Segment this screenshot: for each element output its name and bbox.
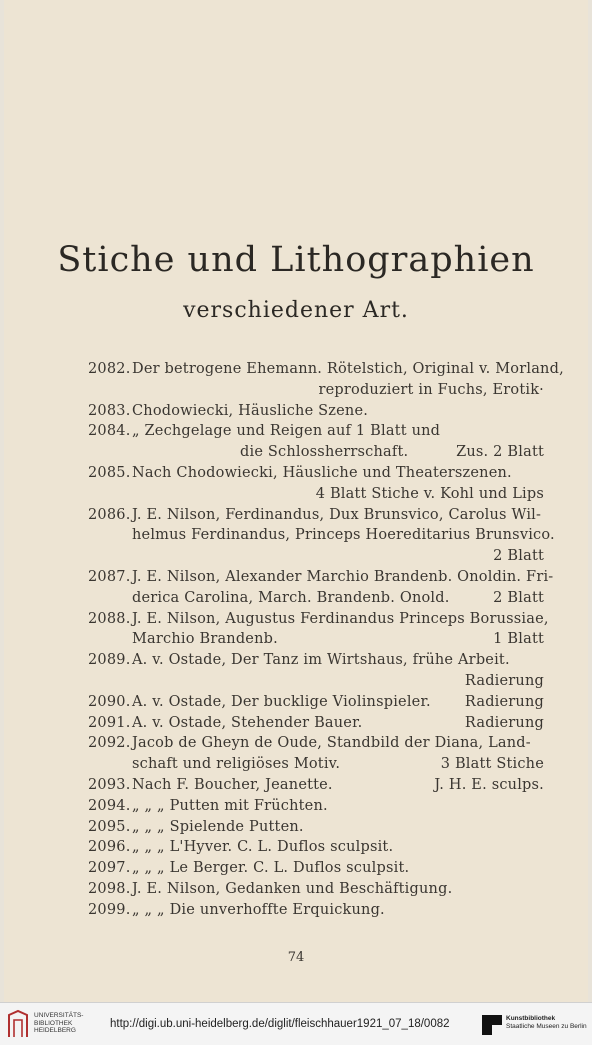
permalink-url[interactable]: http://digi.ub.uni-heidelberg.de/diglit/fleischhauer1921_07_18/0082 [110, 1018, 450, 1030]
catalog-line [0, 902, 592, 922]
catalog-line [0, 694, 592, 714]
university-library-logo-icon [6, 1009, 30, 1039]
entry-number: 2083. [88, 403, 131, 419]
catalog-line [0, 444, 592, 464]
catalog-line [0, 403, 592, 423]
entry-number: 2096. [88, 839, 131, 855]
entry-number: 2098. [88, 881, 131, 897]
catalog-line [0, 423, 592, 443]
catalog-line [0, 735, 592, 755]
entry-text: „ „ „ Spielende Putten. [132, 819, 304, 835]
catalog-line [0, 465, 592, 485]
entry-text: A. v. Ostade, Der bucklige Violinspieler. [132, 694, 431, 710]
entry-text: J. E. Nilson, Ferdinandus, Dux Brunsvico, Carolus Wil- [132, 507, 542, 523]
catalog-line [0, 715, 592, 735]
entry-number: 2097. [88, 860, 131, 876]
catalog-line [0, 569, 592, 589]
catalog-line [0, 839, 592, 859]
kunstbibliothek-name: Kunstbibliothek Staatliche Museen zu Berlin [506, 1015, 587, 1030]
entry-number: 2092. [88, 735, 131, 751]
entry-text: A. v. Ostade, Stehender Bauer. [132, 715, 363, 731]
page-subtitle: verschiedener Art. [183, 298, 409, 323]
catalog-line [0, 756, 592, 776]
entry-number: 2087. [88, 569, 131, 585]
entry-number: 2084. [88, 423, 131, 439]
entry-text: Jacob de Gheyn de Oude, Standbild der Diana, Land- [132, 735, 531, 751]
catalog-line [0, 590, 592, 610]
entry-text: die Schlossherrschaft. [240, 444, 409, 460]
entry-text: J. E. Nilson, Augustus Ferdinandus Princeps Borussiae, [132, 611, 549, 627]
entry-right-note: Zus. 2 Blatt [456, 444, 544, 460]
entry-number: 2094. [88, 798, 131, 814]
entry-number: 2099. [88, 902, 131, 918]
entry-text: J. E. Nilson, Alexander Marchio Brandenb. Onoldin. Fri- [132, 569, 554, 585]
entry-right-note: reproduziert in Fuchs, Erotik· [318, 382, 544, 398]
entry-text: schaft und religiöses Motiv. [132, 756, 341, 772]
entry-text: helmus Ferdinandus, Princeps Hoereditarius Brunsvico. [132, 527, 555, 543]
entry-text: „ „ „ Le Berger. C. L. Duflos sculpsit. [132, 860, 410, 876]
entry-text: Nach F. Boucher, Jeanette. [132, 777, 333, 793]
catalog-line [0, 673, 592, 693]
entry-number: 2095. [88, 819, 131, 835]
entry-text: „ „ „ L'Hyver. C. L. Duflos sculpsit. [132, 839, 394, 855]
entry-text: A. v. Ostade, Der Tanz im Wirtshaus, frühe Arbeit. [132, 652, 510, 668]
catalog-line [0, 548, 592, 568]
entry-number: 2086. [88, 507, 131, 523]
catalog-line [0, 486, 592, 506]
page-number: 74 [287, 950, 305, 965]
entry-text: Chodowiecki, Häusliche Szene. [132, 403, 369, 419]
entry-right-note: J. H. E. sculps. [434, 777, 544, 793]
entry-right-note: Radierung [464, 715, 544, 731]
entry-text: Nach Chodowiecki, Häusliche und Theaterszenen. [132, 465, 512, 481]
entry-number: 2089. [88, 652, 131, 668]
entry-text: derica Carolina, March. Brandenb. Onold. [132, 590, 450, 606]
entry-right-note: 1 Blatt [493, 631, 544, 647]
entry-number: 2091. [88, 715, 131, 731]
catalog-line [0, 611, 592, 631]
entry-number: 2088. [88, 611, 131, 627]
page-title: Stiche und Lithographien [57, 240, 535, 280]
entry-right-note: Radierung [464, 673, 544, 689]
university-name: UNIVERSITÄTS- BIBLIOTHEK HEIDELBERG [34, 1012, 84, 1034]
entry-right-note: 4 Blatt Stiche v. Kohl und Lips [315, 486, 544, 502]
catalog-line [0, 860, 592, 880]
catalog-line [0, 631, 592, 651]
kunstbibliothek-logo-icon [482, 1015, 502, 1035]
entry-right-note: 2 Blatt [493, 548, 544, 564]
entry-text: J. E. Nilson, Gedanken und Beschäftigung. [132, 881, 453, 897]
entry-number: 2093. [88, 777, 131, 793]
entry-number: 2090. [88, 694, 131, 710]
entry-text: Der betrogene Ehemann. Rötelstich, Original v. Morland, [132, 361, 564, 377]
entry-right-note: Radierung [464, 694, 544, 710]
catalog-line [0, 382, 592, 402]
catalog-line [0, 361, 592, 381]
entry-text: „ „ „ Die unverhoffte Erquickung. [132, 902, 385, 918]
entry-right-note: 2 Blatt [493, 590, 544, 606]
entry-text: Marchio Brandenb. [132, 631, 278, 647]
viewer-footer [0, 1002, 592, 1045]
entry-text: „ „ „ Putten mit Früchten. [132, 798, 328, 814]
entry-right-note: 3 Blatt Stiche [440, 756, 544, 772]
catalog-line [0, 819, 592, 839]
entry-text: „ Zechgelage und Reigen auf 1 Blatt und [132, 423, 441, 439]
catalog-line [0, 527, 592, 547]
entry-number: 2085. [88, 465, 131, 481]
catalog-line [0, 777, 592, 797]
entry-number: 2082. [88, 361, 131, 377]
catalog-line [0, 507, 592, 527]
catalog-line [0, 652, 592, 672]
catalog-line [0, 798, 592, 818]
catalog-line [0, 881, 592, 901]
